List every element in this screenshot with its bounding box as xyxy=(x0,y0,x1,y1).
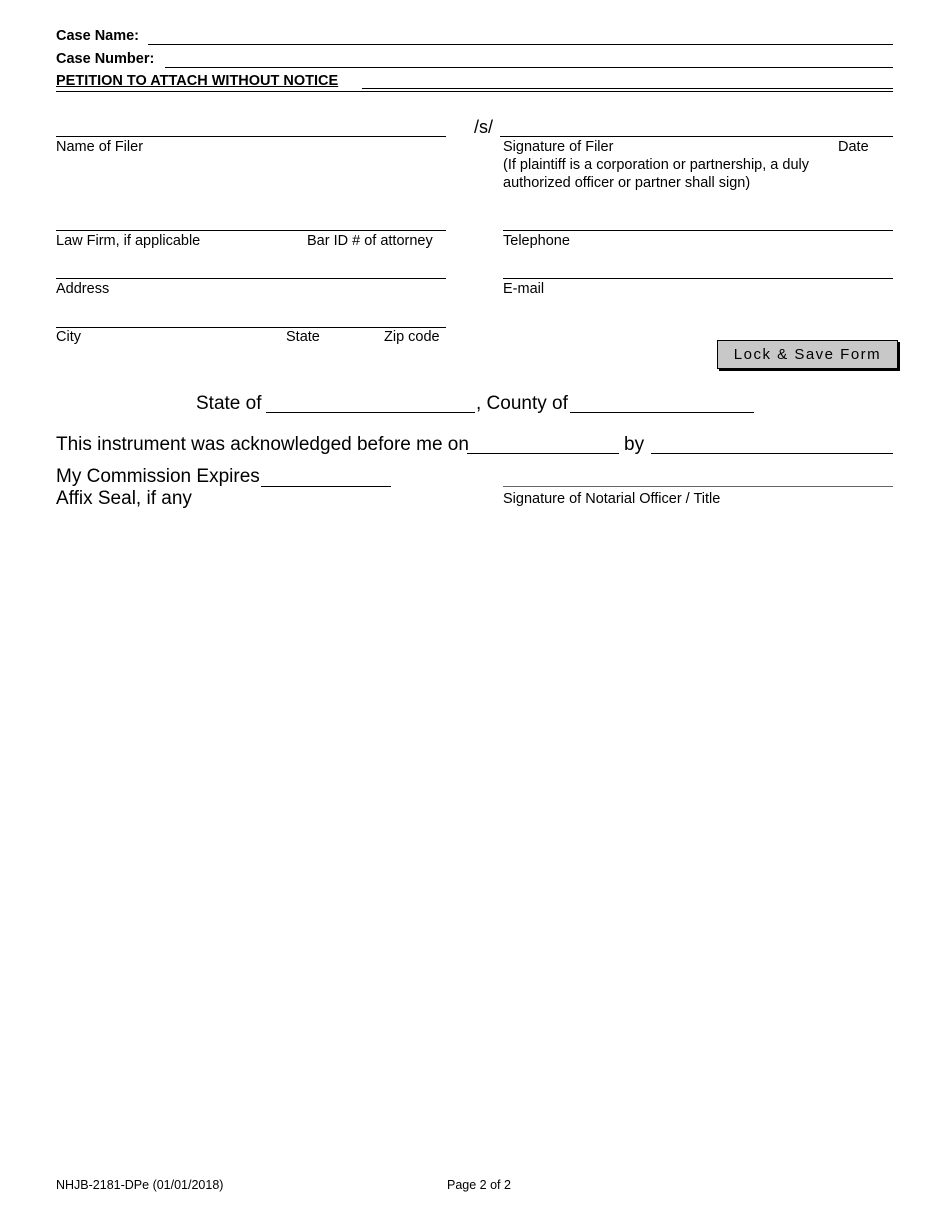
address-field[interactable] xyxy=(56,260,446,278)
law-firm-line xyxy=(56,230,446,231)
notary-signature-label: Signature of Notarial Officer / Title xyxy=(503,491,721,507)
signature-of-filer-field[interactable] xyxy=(500,118,893,136)
address-line xyxy=(56,278,446,279)
acknowledged-label: This instrument was acknowledged before me on xyxy=(56,434,469,455)
email-line xyxy=(503,278,893,279)
affix-seal-label: Affix Seal, if any xyxy=(56,488,192,509)
case-number-label: Case Number: xyxy=(56,51,155,67)
page-title: PETITION TO ATTACH WITHOUT NOTICE xyxy=(56,73,339,89)
notary-signature-field[interactable] xyxy=(503,468,893,486)
bar-id-label: Bar ID # of attorney xyxy=(307,233,433,249)
signature-of-filer-label: Signature of Filer xyxy=(503,139,614,155)
county-of-field[interactable] xyxy=(570,394,754,412)
commission-expires-field[interactable] xyxy=(261,468,391,486)
case-name-label: Case Name: xyxy=(56,28,140,44)
telephone-label: Telephone xyxy=(503,233,570,249)
case-number-underline xyxy=(165,67,893,68)
state-of-line xyxy=(266,412,475,413)
name-of-filer-line xyxy=(56,136,446,137)
address-label: Address xyxy=(56,281,110,297)
acknowledged-by-line xyxy=(651,453,893,454)
email-label: E-mail xyxy=(503,281,545,297)
case-name-underline xyxy=(148,44,893,45)
city-state-zip-line xyxy=(56,327,446,328)
acknowledged-by-field[interactable] xyxy=(651,435,893,453)
state-label: State xyxy=(286,329,320,345)
signature-prefix: /s/ xyxy=(474,117,494,137)
signature-of-filer-line xyxy=(500,136,893,137)
signature-note: (If plaintiff is a corporation or partnership, a duly authorized officer or partner shall sign) xyxy=(503,157,810,191)
name-of-filer-label: Name of Filer xyxy=(56,139,144,155)
law-firm-field[interactable] xyxy=(56,212,446,230)
title-divider xyxy=(56,91,893,92)
state-of-label: State of xyxy=(196,393,262,414)
by-label: by xyxy=(624,434,645,455)
case-name-field[interactable] xyxy=(148,27,893,45)
title-underline xyxy=(362,88,893,89)
county-of-label: , County of xyxy=(476,393,568,414)
form-id: NHJB-2181-DPe (01/01/2018) xyxy=(56,1178,224,1192)
acknowledged-date-field[interactable] xyxy=(467,435,619,453)
telephone-line xyxy=(503,230,893,231)
city-state-zip-field[interactable] xyxy=(56,309,446,327)
acknowledged-date-line xyxy=(467,453,619,454)
date-label: Date xyxy=(838,139,869,155)
telephone-field[interactable] xyxy=(503,212,893,230)
name-of-filer-field[interactable] xyxy=(56,118,446,136)
law-firm-label: Law Firm, if applicable xyxy=(56,233,201,249)
state-of-field[interactable] xyxy=(266,394,475,412)
commission-expires-label: My Commission Expires xyxy=(56,466,260,487)
case-number-field[interactable] xyxy=(165,50,893,68)
page-number: Page 2 of 2 xyxy=(447,1178,511,1192)
lock-save-form-button[interactable]: Lock & Save Form xyxy=(717,340,898,369)
county-of-line xyxy=(570,412,754,413)
city-label: City xyxy=(56,329,81,345)
commission-expires-line xyxy=(261,486,391,487)
notary-signature-line xyxy=(503,486,893,487)
email-field[interactable] xyxy=(503,260,893,278)
zip-code-label: Zip code xyxy=(384,329,440,345)
